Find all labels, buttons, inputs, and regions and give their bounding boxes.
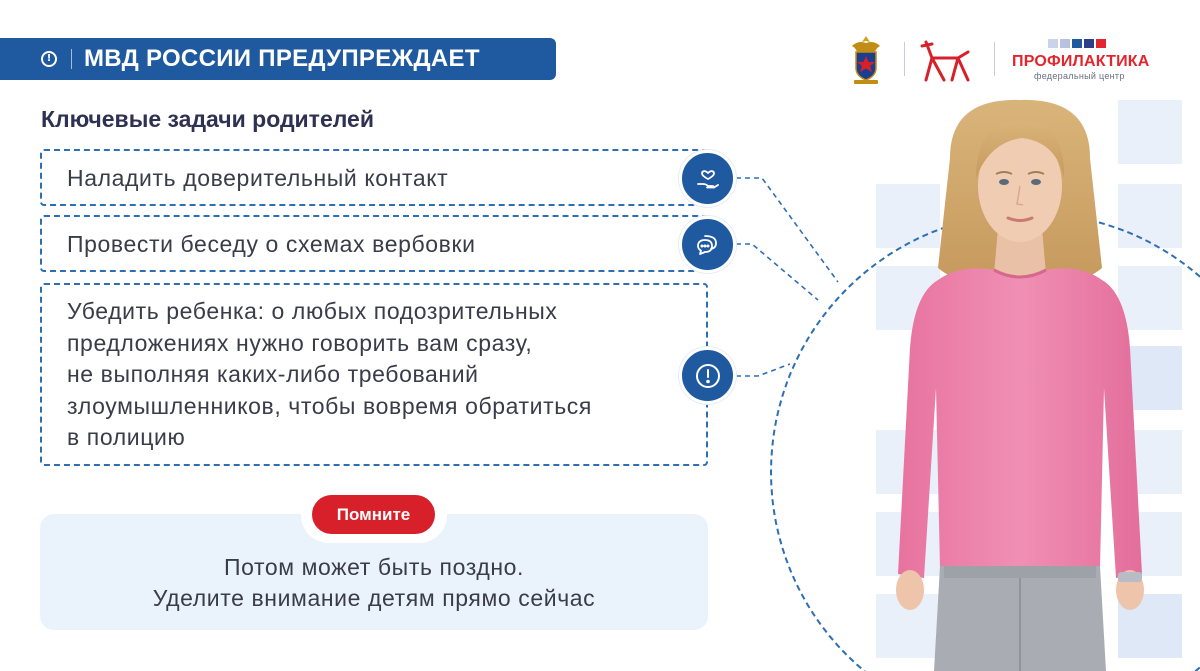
task-text-line: Убедить ребенка: о любых подозрительных	[67, 298, 558, 324]
task-text-line: в полицию	[67, 424, 186, 450]
alert-icon: !	[41, 51, 57, 67]
brand-subtitle: федеральный центр	[1034, 71, 1125, 81]
task-item-talk	[40, 215, 708, 272]
remember-message	[40, 552, 708, 614]
task-text-line: злоумышленников, чтобы вовремя обратиться	[67, 392, 592, 419]
page-title: МВД РОССИИ ПРЕДУПРЕЖДАЕТ	[84, 45, 480, 72]
person-photo	[880, 98, 1160, 671]
remember-line: Потом может быть поздно.	[223, 554, 525, 580]
task-text-line: не выполняя каких-либо требований	[67, 361, 479, 387]
task-item-convince	[40, 283, 708, 466]
brand-name: ПРОФИЛАКТИКА	[1012, 53, 1150, 70]
section-title: Ключевые задачи родителей	[41, 106, 374, 132]
heart-hand-icon	[679, 150, 736, 207]
alert-circle-icon	[679, 347, 736, 404]
task-text-line: предложениях нужно говорить вам сразу,	[67, 329, 533, 356]
remember-line: Уделите внимание детям прямо сейчас	[152, 585, 596, 611]
remember-badge: Помните	[312, 495, 435, 534]
chat-bubbles-icon	[679, 216, 736, 273]
task-text: Провести беседу о схемах вербовки	[67, 231, 476, 257]
task-item-trust	[40, 149, 708, 206]
task-text: Наладить доверительный контакт	[67, 165, 449, 191]
